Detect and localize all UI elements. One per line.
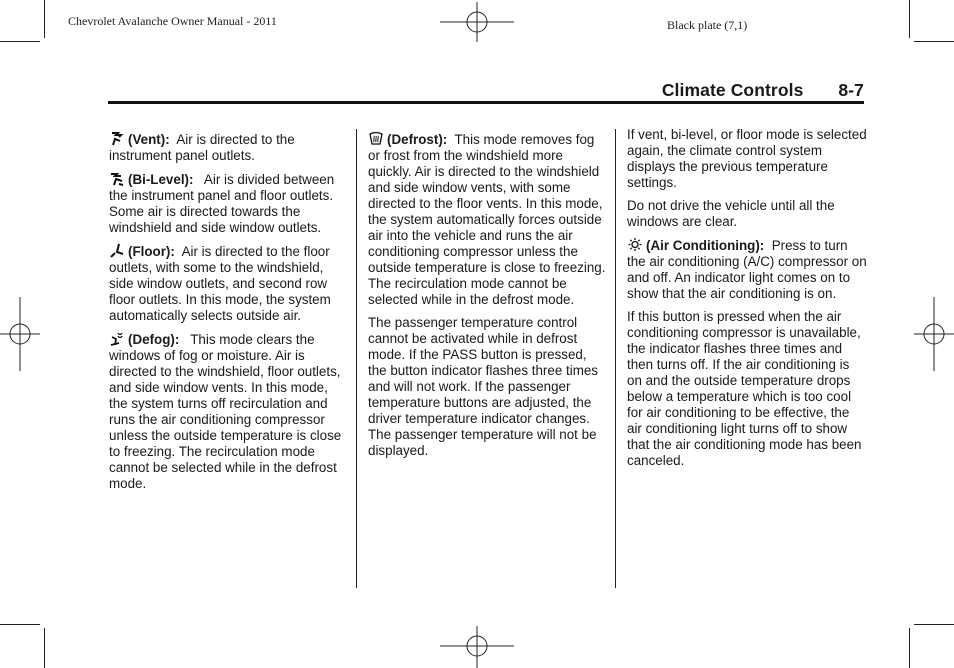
vent-label: (Vent):: [128, 132, 170, 147]
registration-mark-icon: [440, 2, 514, 42]
ac-text: Press to turn the air conditioning (A/C) compressor on and off. An indicator light comes on to show that the air conditioning is on.: [627, 238, 867, 301]
page-number: 8-7: [838, 80, 864, 100]
vent-text: Air is directed to the instrument panel outlets.: [109, 132, 295, 163]
vent-mode-icon: [109, 131, 125, 146]
defog-label: (Defog):: [128, 332, 180, 347]
manual-title: Chevrolet Avalanche Owner Manual - 2011: [68, 14, 277, 28]
crop-mark: [914, 624, 954, 625]
column-divider: [615, 129, 616, 588]
bilevel-paragraph: [109, 171, 349, 236]
section-title: Climate Controls: [661, 80, 804, 100]
floor-paragraph: [109, 243, 349, 324]
windows-clear-paragraph: Do not drive the vehicle until all the windows are clear.: [627, 198, 835, 229]
defrost-label: (Defrost):: [387, 132, 448, 147]
defog-paragraph: [109, 331, 349, 492]
ac-label: (Air Conditioning):: [646, 238, 765, 253]
column-3: [627, 127, 867, 476]
bi-level-mode-icon: [109, 171, 125, 186]
defrost-text: This mode removes fog or frost from the windshield more quickly. Air is directed to the windshield and side window vents, with some directed to the floor vents. In this mode, the system automatically forces outside air into the vehicle and runs the air conditioning compressor unless the outside temperature is close to freezing. The recirculation mode cannot be selected while in the defrost mode.: [368, 132, 606, 307]
passenger-paragraph: The passenger temperature control cannot be activated while in defrost mode. If the PASS button is pressed, the button indicator flashes three times and will not work. If the passenger temperature buttons are adjusted, the driver temperature indicator changes. The passenger temperature will not be displayed.: [368, 315, 599, 458]
defog-text: This mode clears the windows of fog or moisture. Air is directed to the windshield, floor outlets, and side window vents. In this mode, the system turns off recirculation and runs the air conditioning compressor unless the outside temperature is close to freezing. The recirculation mode cannot be selected while in the defrost mode.: [109, 332, 342, 491]
header-rule: [108, 101, 864, 104]
registration-mark-icon: [0, 297, 40, 371]
bilevel-text: Air is divided between the instrument panel and floor outlets. Some air is directed towards the windshield and side window outlets.: [109, 172, 335, 235]
defrost-paragraph: [368, 131, 608, 308]
plate-label: Black plate (7,1): [667, 18, 748, 32]
defrost-mode-icon: [368, 131, 384, 146]
column-1: [109, 131, 349, 499]
crop-mark: [44, 0, 45, 38]
defog-mode-icon: [109, 331, 125, 346]
registration-mark-icon: [914, 297, 954, 371]
crop-mark: [0, 624, 40, 625]
floor-label: (Floor):: [128, 244, 175, 259]
vent-paragraph: [109, 131, 349, 164]
column-divider: [356, 129, 357, 588]
bilevel-label: (Bi-Level):: [128, 172, 194, 187]
crop-mark: [909, 0, 910, 38]
column-2: [368, 131, 608, 466]
registration-mark-icon: [440, 626, 514, 668]
floor-mode-icon: [109, 243, 125, 258]
crop-mark: [914, 41, 954, 42]
floor-text: Air is directed to the floor outlets, with some to the windshield, side window outlets, and second row floor outlets. In this mode, the system automatically selects outside air.: [109, 244, 331, 323]
crop-mark: [0, 41, 40, 42]
page-header: [662, 80, 864, 101]
crop-mark: [44, 628, 45, 668]
compressor-unavailable-paragraph: If this button is pressed when the air conditioning compressor is unavailable, the indicator flashes three times and then turns off. If the air conditioning is on and the outside temperature drops below a temperature which is too cool for air conditioning to be effective, the air conditioning light turns off to show that the air conditioning mode has been canceled.: [627, 309, 862, 468]
air-conditioning-icon: [627, 237, 643, 252]
crop-mark: [909, 628, 910, 668]
previous-settings-paragraph: If vent, bi-level, or floor mode is selected again, the climate control system displays the previous temperature settings.: [627, 127, 867, 190]
ac-paragraph: [627, 237, 867, 302]
